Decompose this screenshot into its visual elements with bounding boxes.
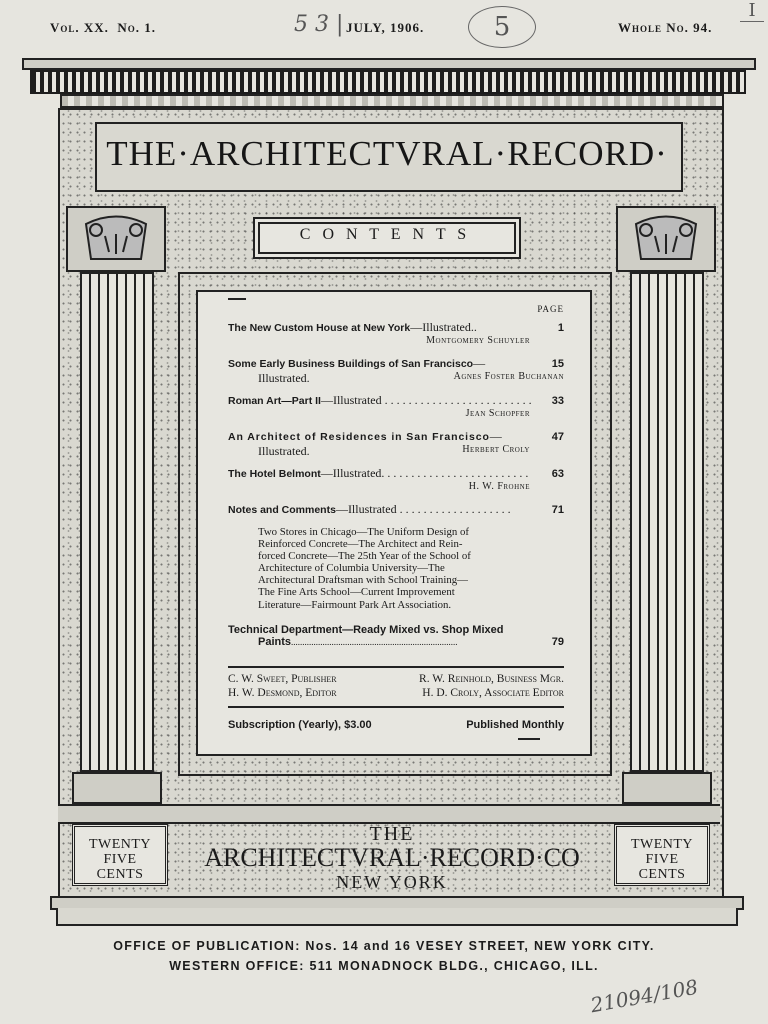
toc-entry bbox=[228, 502, 564, 517]
notes-line: forced Concrete—The 25th Year of the School of bbox=[258, 550, 471, 563]
entry-page: 71 bbox=[551, 504, 564, 516]
entry-page: 1 bbox=[557, 322, 564, 334]
issue-number: No. 1. bbox=[117, 20, 157, 35]
capital-ornament-icon bbox=[81, 214, 151, 264]
toc-entry bbox=[228, 429, 564, 459]
price-line: TWENTY bbox=[88, 837, 152, 852]
price-line: FIVE bbox=[103, 852, 137, 867]
entry-title: Some Early Business Buildings of San Francisco bbox=[228, 358, 474, 370]
publisher-line-name: ARCHITECTVRAL·RECORD·CO bbox=[204, 843, 580, 872]
toc-divider-top bbox=[228, 298, 246, 300]
price-box-right bbox=[614, 824, 710, 886]
notes-line: Reinforced Concrete—The Architect and Rein- bbox=[258, 538, 463, 551]
right-column-base bbox=[622, 772, 712, 804]
left-column-capital bbox=[66, 206, 166, 272]
entry-suffix: — bbox=[473, 356, 486, 370]
entry-line2: Illustrated. bbox=[258, 444, 310, 458]
publication-frequency: Published Monthly bbox=[466, 719, 564, 731]
toc-divider bbox=[228, 706, 564, 708]
publisher-line-the: THE bbox=[369, 823, 415, 845]
subscription-row bbox=[228, 719, 564, 731]
leader-dots: .......................................................................... bbox=[291, 637, 458, 647]
toc-entry bbox=[228, 356, 564, 386]
handwritten-circle: 5 bbox=[468, 6, 536, 48]
toc-divider bbox=[228, 666, 564, 668]
left-column-shaft bbox=[80, 272, 154, 772]
entry-page: 79 bbox=[551, 636, 564, 648]
entry-title: An Architect of Residences in San Francisco bbox=[228, 431, 490, 443]
associate-editor: H. D. Croly, Associate Editor bbox=[422, 687, 564, 699]
leader-dots: . . . . . . . . . . . . . . . . . . . . . . . . . bbox=[381, 393, 532, 407]
staff-block bbox=[228, 672, 564, 700]
whole-number: Whole No. 94. bbox=[618, 20, 713, 35]
lower-molding bbox=[58, 804, 720, 824]
entry-author: Agnes Foster Buchanan bbox=[453, 371, 564, 382]
editor: H. W. Desmond, Editor bbox=[228, 687, 337, 699]
notes-line: Literature—Fairmount Park Art Association. bbox=[258, 598, 452, 611]
plinth-lower bbox=[56, 908, 738, 926]
entry-author: Montgomery Schuyler bbox=[426, 335, 530, 346]
page-label: PAGE bbox=[537, 304, 564, 314]
handwritten-corner: I bbox=[740, 0, 764, 22]
notes-line: Two Stores in Chicago—The Uniform Design of bbox=[258, 526, 469, 538]
entry-title: Notes and Comments bbox=[228, 504, 336, 516]
entry-author: H. W. Frohne bbox=[468, 481, 530, 492]
price-line: FIVE bbox=[645, 852, 679, 867]
entry-suffix: —Illustrated bbox=[320, 393, 382, 407]
publisher-block bbox=[172, 824, 612, 892]
notes-list bbox=[258, 526, 534, 611]
cornice-molding bbox=[60, 94, 724, 108]
price-line: CENTS bbox=[96, 867, 144, 882]
entry-line2: Illustrated. bbox=[258, 371, 310, 385]
cornice-top bbox=[22, 58, 756, 70]
entry-title-cont: Paints bbox=[258, 636, 292, 648]
volume: Vol. XX. bbox=[50, 20, 109, 35]
entry-author: Jean Schopfer bbox=[465, 408, 530, 419]
toc-divider-bottom bbox=[518, 738, 540, 740]
publisher: C. W. Sweet, Publisher bbox=[228, 673, 337, 685]
entry-title: Roman Art—Part II bbox=[228, 395, 321, 407]
entry-page: 63 bbox=[551, 468, 564, 480]
business-manager: R. W. Reinhold, Business Mgr. bbox=[419, 673, 564, 685]
right-column-shaft bbox=[630, 272, 704, 772]
issue-date: JULY, 1906. bbox=[346, 20, 425, 35]
leader-dots: . . . . . . . . . . . . . . . . . . . bbox=[396, 502, 511, 516]
cornice-dentils bbox=[30, 70, 746, 94]
entry-suffix: —Illustrated.. bbox=[410, 320, 477, 334]
subscription-price: Subscription (Yearly), $3.00 bbox=[228, 719, 372, 731]
entry-title: The Hotel Belmont bbox=[228, 468, 321, 480]
handwritten-catalog-number: 21094/108 bbox=[588, 974, 700, 1018]
magazine-title: THE·ARCHITECTVRAL·RECORD· bbox=[106, 134, 668, 173]
western-office: WESTERN OFFICE: 511 MONADNOCK BLDG., CHICAGO, ILL. bbox=[169, 959, 599, 973]
toc-entry-technical bbox=[228, 624, 564, 648]
publisher-line-city: NEW YORK bbox=[336, 872, 448, 892]
entry-suffix: —Illustrated bbox=[320, 466, 382, 480]
leader-dots: . . . . . . . . . . . . . . . . . . . . . . . . . bbox=[381, 466, 529, 480]
notes-line: The Fine Arts School—Current Improvement bbox=[258, 586, 455, 599]
handwritten-number: 5 3 | bbox=[294, 12, 344, 37]
entry-title: The New Custom House at New York bbox=[228, 322, 411, 334]
right-column-capital bbox=[616, 206, 716, 272]
notes-line: Architectural Draftsman with School Training— bbox=[258, 574, 468, 587]
entry-page: 47 bbox=[551, 431, 564, 443]
toc-entry bbox=[228, 320, 564, 346]
entry-page: 15 bbox=[551, 358, 564, 370]
entry-page: 33 bbox=[551, 395, 564, 407]
office-of-publication: OFFICE OF PUBLICATION: Nos. 14 and 16 VESEY STREET, NEW YORK CITY. bbox=[113, 939, 655, 953]
entry-suffix: —Illustrated bbox=[335, 502, 397, 516]
notes-line: Architecture of Columbia University—The bbox=[258, 562, 445, 575]
volume-label bbox=[50, 20, 156, 36]
entry-title: Technical Department—Ready Mixed vs. Shop Mixed bbox=[228, 624, 504, 636]
price-line: TWENTY bbox=[630, 837, 694, 852]
capital-ornament-icon bbox=[631, 214, 701, 264]
toc-entry bbox=[228, 393, 564, 419]
entry-suffix: — bbox=[489, 429, 502, 443]
price-line: CENTS bbox=[638, 867, 686, 882]
price-box-left bbox=[72, 824, 168, 886]
left-column-base bbox=[72, 772, 162, 804]
entry-author: Herbert Croly bbox=[462, 444, 530, 455]
contents-label: C O N T E N T S bbox=[299, 226, 471, 243]
toc-entry bbox=[228, 466, 564, 492]
